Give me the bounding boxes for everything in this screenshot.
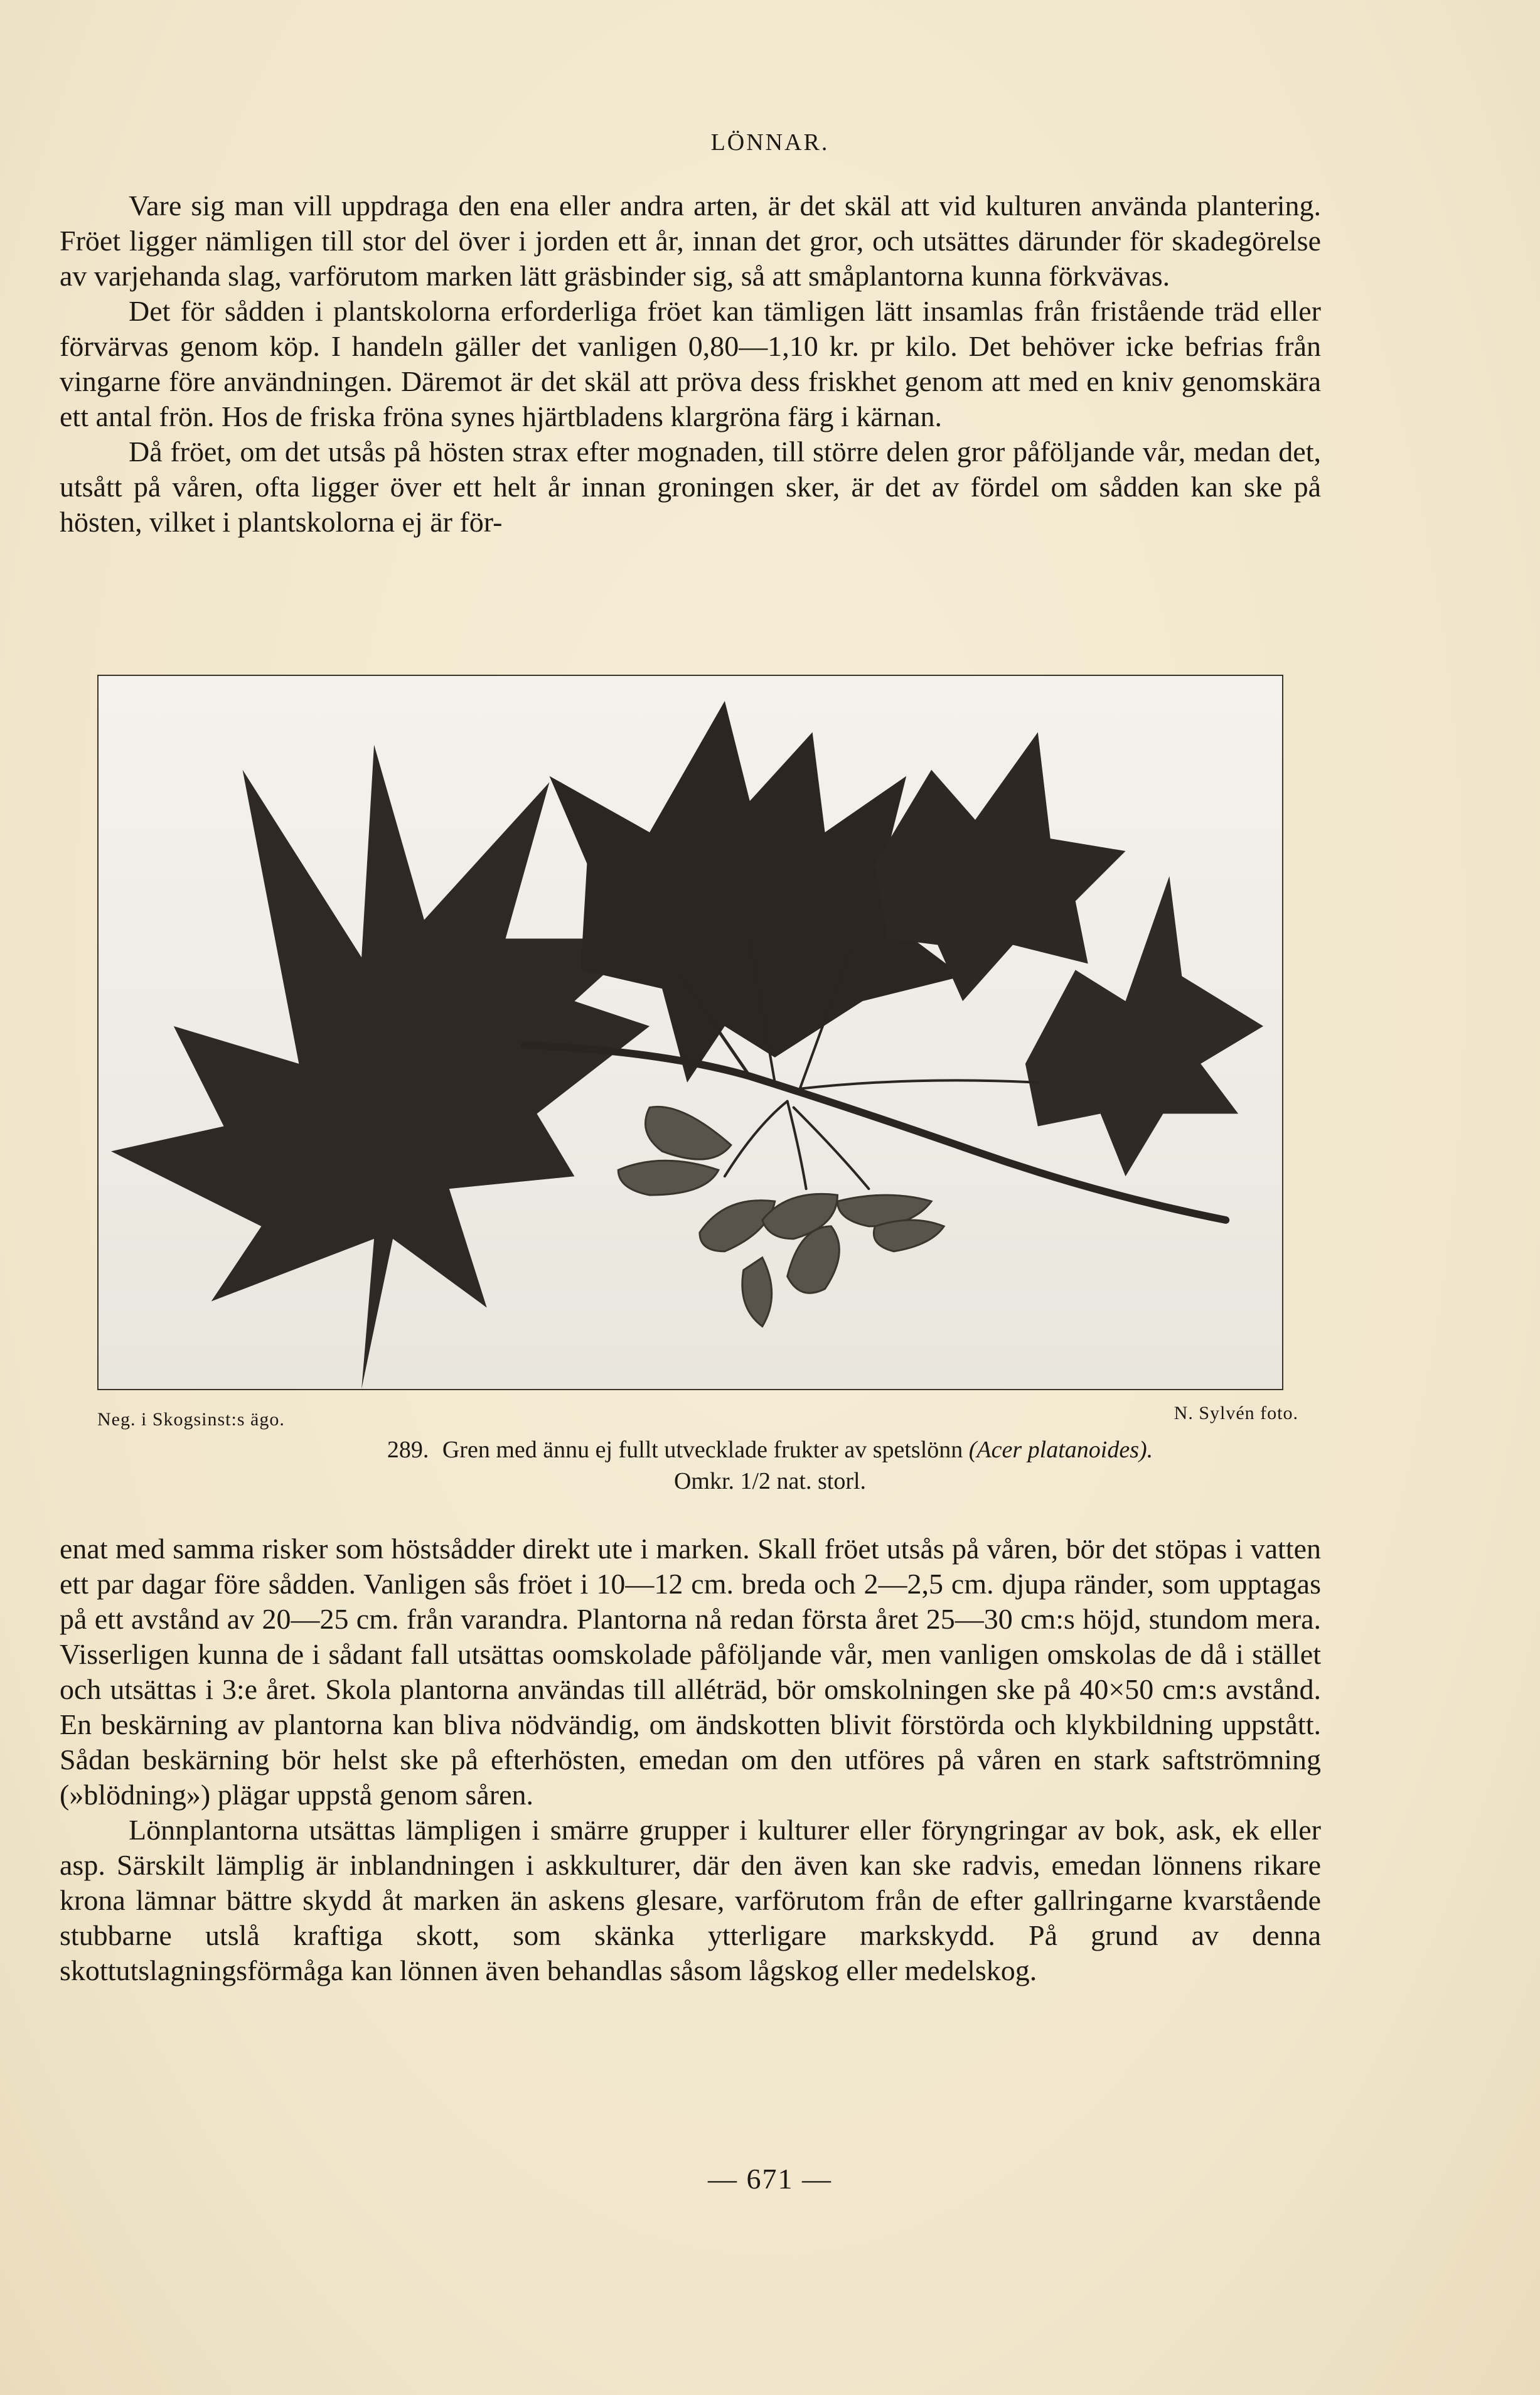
photo-credit-photographer: N. Sylvén foto. <box>1174 1403 1298 1423</box>
photo-credit-negative: Neg. i Skogsinst:s ägo. <box>97 1409 285 1430</box>
caption-scale: Omkr. 1/2 nat. storl. <box>673 1468 867 1494</box>
paragraph: enat med samma risker som höstsådder direkt ute i marken. Skall fröet utsås på våren, bör det stöpas i vatten ett par dagar före sådden. Vanligen sås fröet i 10—12 cm. breda och 2—2,5 cm. djupa ränder, som upptagas på ett avstånd av 20—25 cm. från varandra. Plantorna nå redan första året 25—30 cm:s höjd, stundom mera. Visserligen kunna de i sådant fall utsättas oomskolade påföljande vår, men vanligen omskolas de då i stället och utsättas i 3:e året. Skola plantorna användas till alléträd, bör omskolningen ske på 40×50 cm:s avstånd. En beskärning av plantorna kan bliva nödvändig, om ändskotten blivit förstörda och klykbildning uppstått. Sådan beskärning bör helst ske på efterhösten, emedan om den utföres på våren en stark saftströmning (»blödning») plägar uppstå genom såren. <box>60 1533 1321 1811</box>
maple-branch-photo <box>97 675 1283 1390</box>
paragraph: Vare sig man vill uppdraga den ena eller andra arten, är det skäl att vid kulturen använda plantering. Fröet ligger nämligen till stor del över i jorden ett år, innan det gror, och utsättes därunder för skadegörelse av varjehanda slag, varförutom marken lätt gräsbinder sig, så att småplantorna kunna förkvävas. <box>60 190 1321 292</box>
paragraph: Lönnplantorna utsättas lämpligen i smärre grupper i kulturer eller föryngringar av bok, ask, ek eller asp. Särskilt lämplig är inblandningen i askkulturer, där den även kan ske radvis, emedan lönnens rikare krona lämnar bättre skydd åt marken än askens glesare, varförutom från de efter gallringarne kvarstående stubbarne utslå kraftiga skott, som skänka ytterligare markskydd. På grund av denna skottutslagningsförmåga kan lönnen även behandlas såsom lågskog eller medelskog. <box>60 1814 1321 1986</box>
caption-number: 289. <box>387 1437 429 1463</box>
page-number: — 671 — <box>708 2163 832 2195</box>
paragraph: Då fröet, om det utsås på hösten strax efter mognaden, till större delen gror påföljande vår, medan det, utsått på våren, ofta ligger över ett helt år innan groningen sker, är det av fördel om sådden kan ske på hösten, vilket i plantskolorna ej är för- <box>60 436 1321 538</box>
text-block-top <box>60 188 1321 540</box>
running-title: LÖNNAR. <box>710 129 830 156</box>
maple-branch-illustration <box>99 676 1282 1389</box>
text-block-bottom <box>60 1531 1321 1988</box>
caption-text: Gren med ännu ej fullt utvecklade frukter av spetslönn <box>442 1437 963 1463</box>
figure-caption <box>0 1434 1540 1497</box>
caption-species: (Acer platanoides). <box>968 1437 1153 1463</box>
paragraph: Det för sådden i plantskolorna erforderliga fröet kan tämligen lätt insamlas från fristående träd eller förvärvas genom köp. I handeln gäller det vanligen 0,80—1,10 kr. pr kilo. Det behöver icke befrias från vingarne före användningen. Däremot är det skäl att pröva dess friskhet genom att med en kniv genomskära ett antal frön. Hos de friska fröna synes hjärtbladens klargröna färg i kärnan. <box>60 295 1321 432</box>
